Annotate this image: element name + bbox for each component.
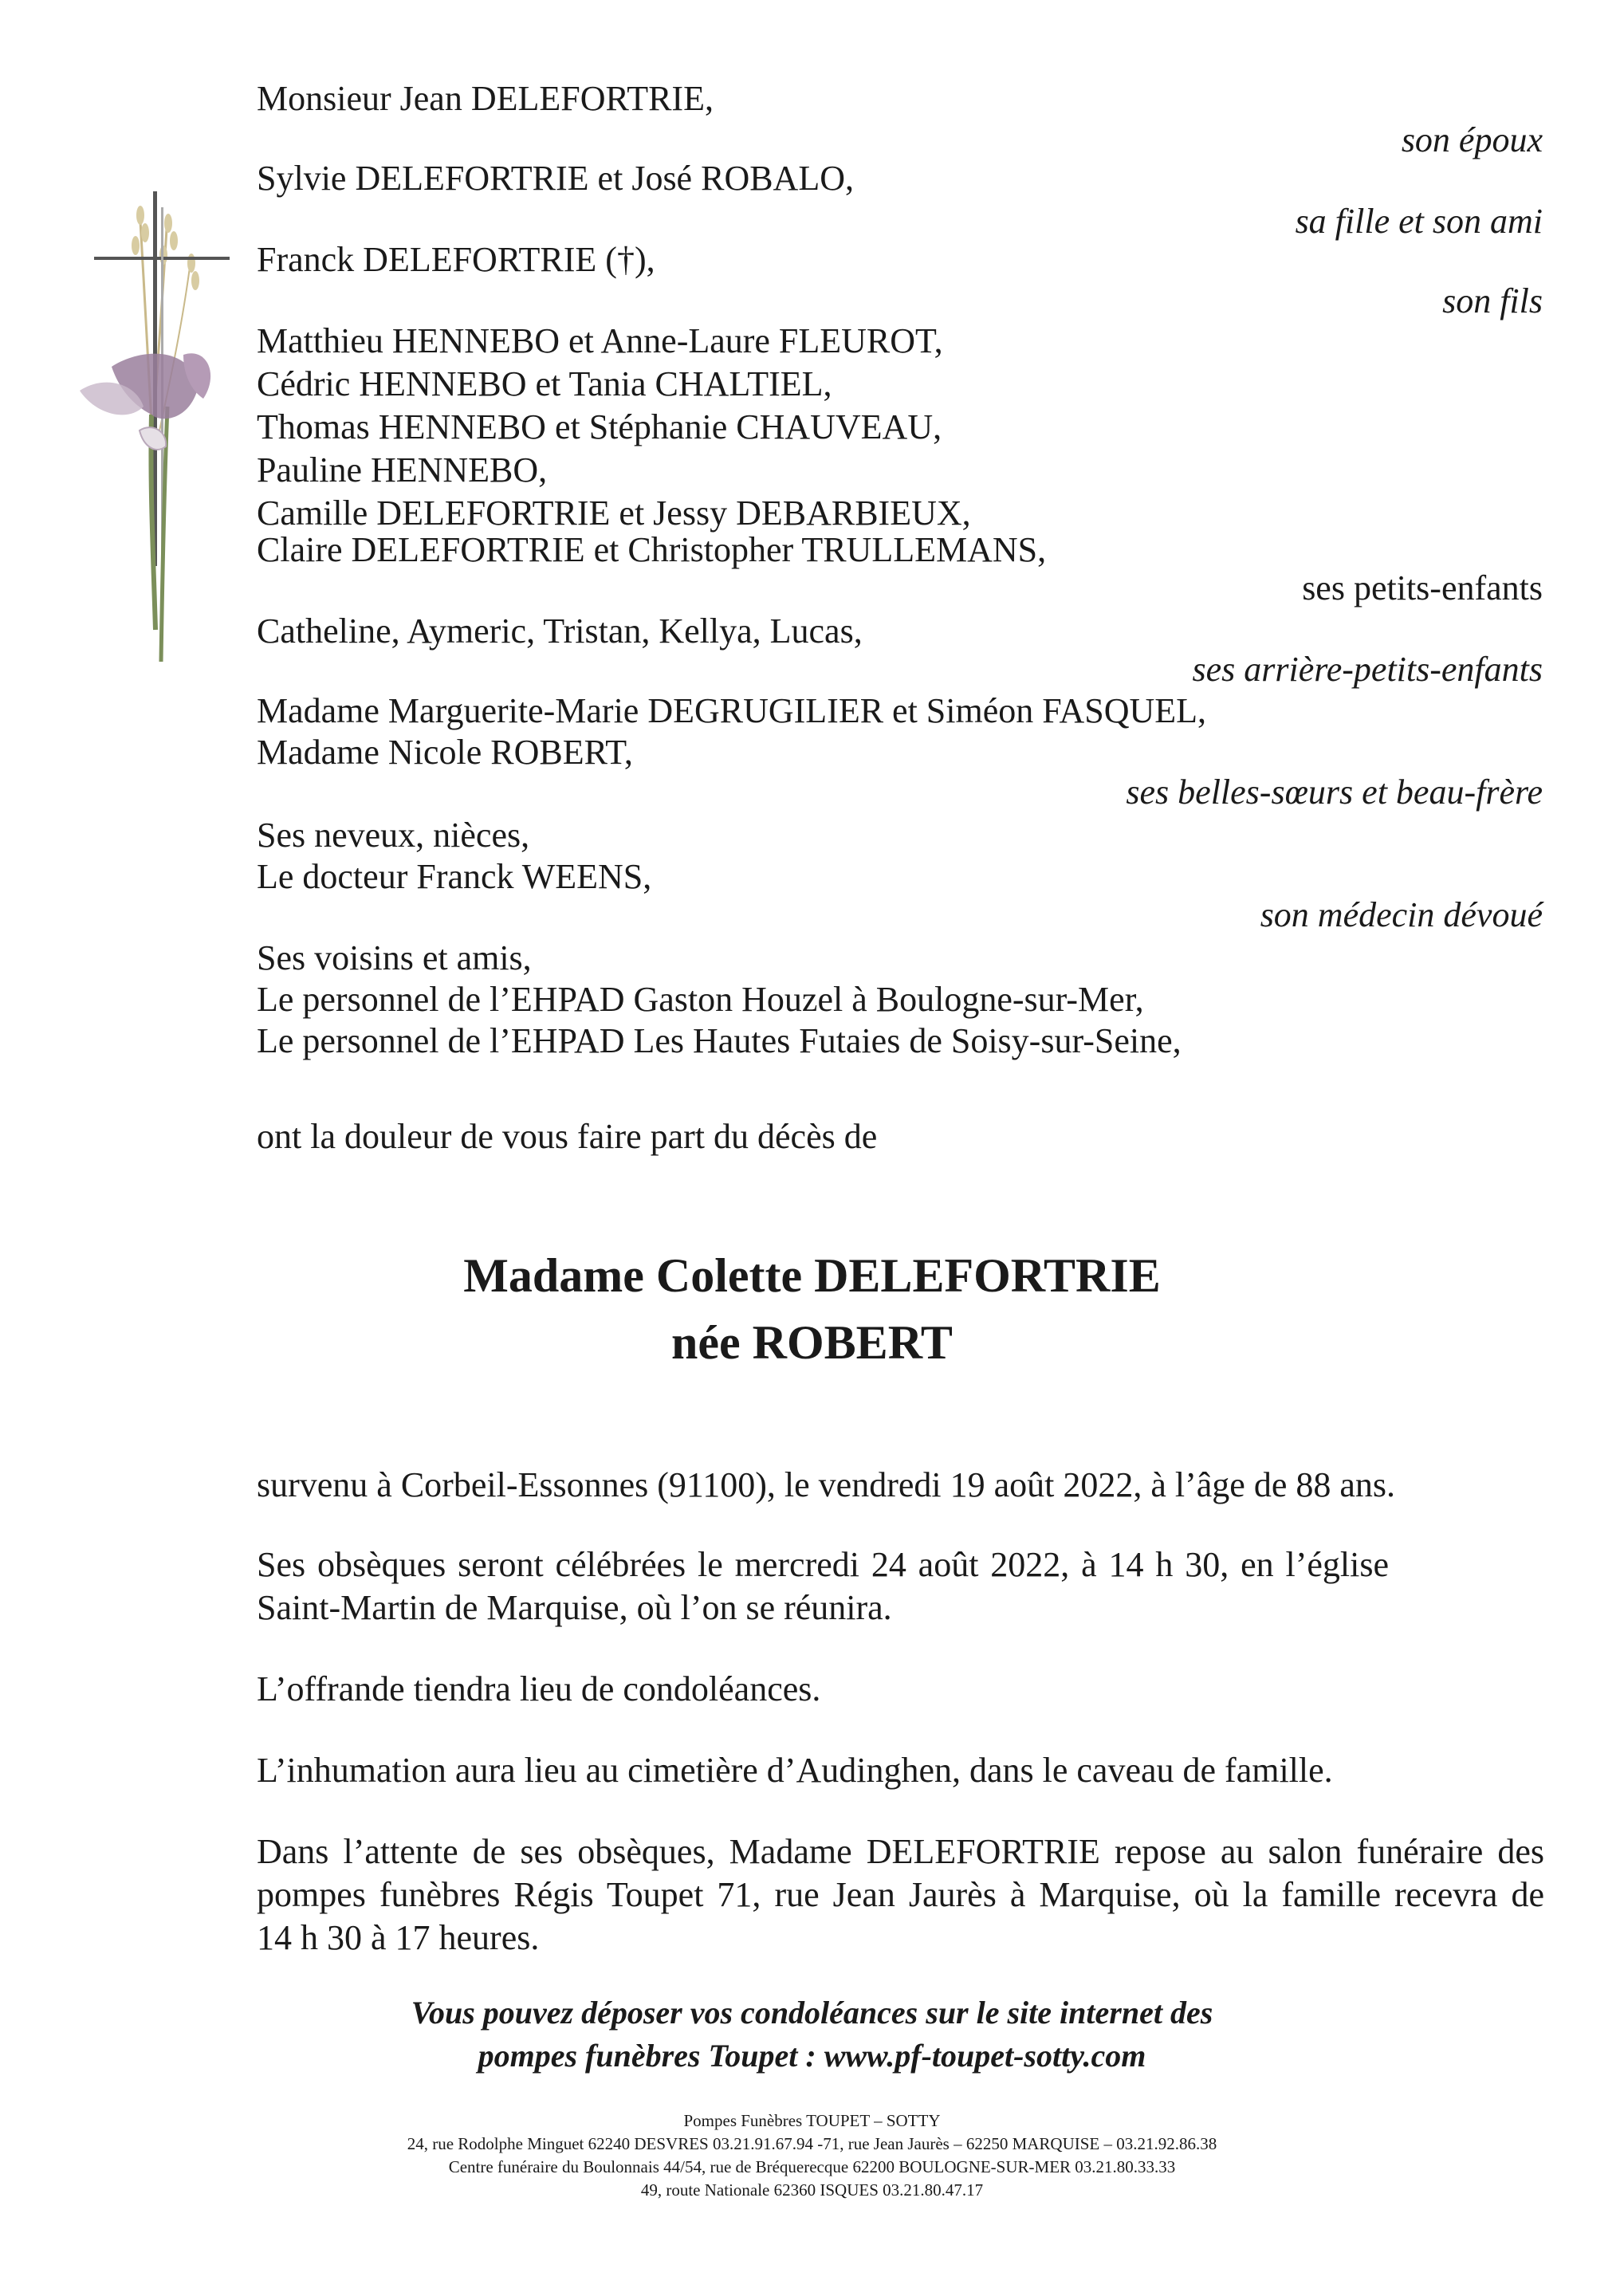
family-line: Le personnel de l’EHPAD Les Hautes Futaies de Soisy-sur-Seine, (257, 1021, 1182, 1060)
viewing-paragraph-line: Dans l’attente de ses obsèques, Madame DELEFORTRIE repose au salon funéraire des (257, 1832, 1544, 1871)
footer-address: 24, rue Rodolphe Minguet 62240 DESVRES 03.21.91.67.94 -71, rue Jean Jaurès – 62250 MARQUISE – 03.21.92.86.38 (407, 2134, 1217, 2153)
deceased-name: Madame Colette DELEFORTRIE (463, 1249, 1161, 1302)
family-line: Claire DELEFORTRIE et Christopher TRULLEMANS, (257, 530, 1047, 569)
family-line: Monsieur Jean DELEFORTRIE, (257, 79, 714, 118)
funeral-paragraph-line: Ses obsèques seront célébrées le mercredi 24 août 2022, à 14 h 30, en l’église (257, 1545, 1389, 1584)
relation-label: ses petits-enfants (1302, 568, 1543, 607)
burial-paragraph: L’inhumation aura lieu au cimetière d’Audinghen, dans le caveau de famille. (257, 1751, 1333, 1790)
footer-company: Pompes Funèbres TOUPET – SOTTY (683, 2111, 941, 2130)
deceased-birth-name: née ROBERT (671, 1316, 953, 1369)
viewing-paragraph-line: pompes funèbres Régis Toupet 71, rue Jean Jaurès à Marquise, où la famille recevra de (257, 1875, 1544, 1914)
announcement: ont la douleur de vous faire part du décès de (257, 1117, 878, 1156)
family-line: Madame Marguerite-Marie DEGRUGILIER et Siméon FASQUEL, (257, 691, 1207, 730)
footer-address: 49, route Nationale 62360 ISQUES 03.21.80.47.17 (640, 2180, 984, 2200)
family-line: Franck DELEFORTRIE (†), (257, 240, 655, 279)
footer-address: Centre funéraire du Boulonnais 44/54, rue de Bréquerecque 62200 BOULOGNE-SUR-MER 03.21.80.33.33 (448, 2157, 1176, 2176)
viewing-paragraph-line: 14 h 30 à 17 heures. (257, 1918, 540, 1957)
family-line: Catheline, Aymeric, Tristan, Kellya, Lucas, (257, 611, 863, 651)
relation-label: sa fille et son ami (1295, 202, 1543, 241)
cross-with-lily-icon (64, 183, 255, 694)
family-line: Thomas HENNEBO et Stéphanie CHAUVEAU, (257, 407, 942, 446)
family-line: Camille DELEFORTRIE et Jessy DEBARBIEUX, (257, 493, 971, 533)
funeral-paragraph-line: Saint-Martin de Marquise, où l’on se réunira. (257, 1588, 892, 1627)
death-paragraph: survenu à Corbeil-Essonnes (91100), le vendredi 19 août 2022, à l’âge de 88 ans. (257, 1465, 1396, 1504)
family-line: Cédric HENNEBO et Tania CHALTIEL, (257, 364, 832, 403)
relation-label: ses belles-sœurs et beau-frère (1126, 773, 1543, 812)
relation-label: ses arrière-petits-enfants (1192, 650, 1543, 689)
offering-paragraph: L’offrande tiendra lieu de condoléances. (257, 1669, 821, 1708)
family-line: Le personnel de l’EHPAD Gaston Houzel à Boulogne-sur-Mer, (257, 980, 1144, 1019)
family-line: Matthieu HENNEBO et Anne-Laure FLEUROT, (257, 321, 943, 360)
family-line: Pauline HENNEBO, (257, 450, 548, 489)
relation-label: son médecin dévoué (1260, 895, 1543, 934)
family-line: Ses neveux, nièces, (257, 816, 530, 855)
family-line: Le docteur Franck WEENS, (257, 857, 652, 896)
condolence-notice-line: Vous pouvez déposer vos condoléances sur le site internet des (411, 1995, 1213, 2031)
condolence-notice-line: pompes funèbres Toupet : www.pf-toupet-sotty.com (478, 2038, 1146, 2074)
relation-label: son fils (1442, 281, 1543, 320)
family-line: Sylvie DELEFORTRIE et José ROBALO, (257, 159, 854, 198)
family-line: Ses voisins et amis, (257, 938, 532, 977)
family-line: Madame Nicole ROBERT, (257, 733, 633, 772)
relation-label: son époux (1401, 120, 1543, 159)
